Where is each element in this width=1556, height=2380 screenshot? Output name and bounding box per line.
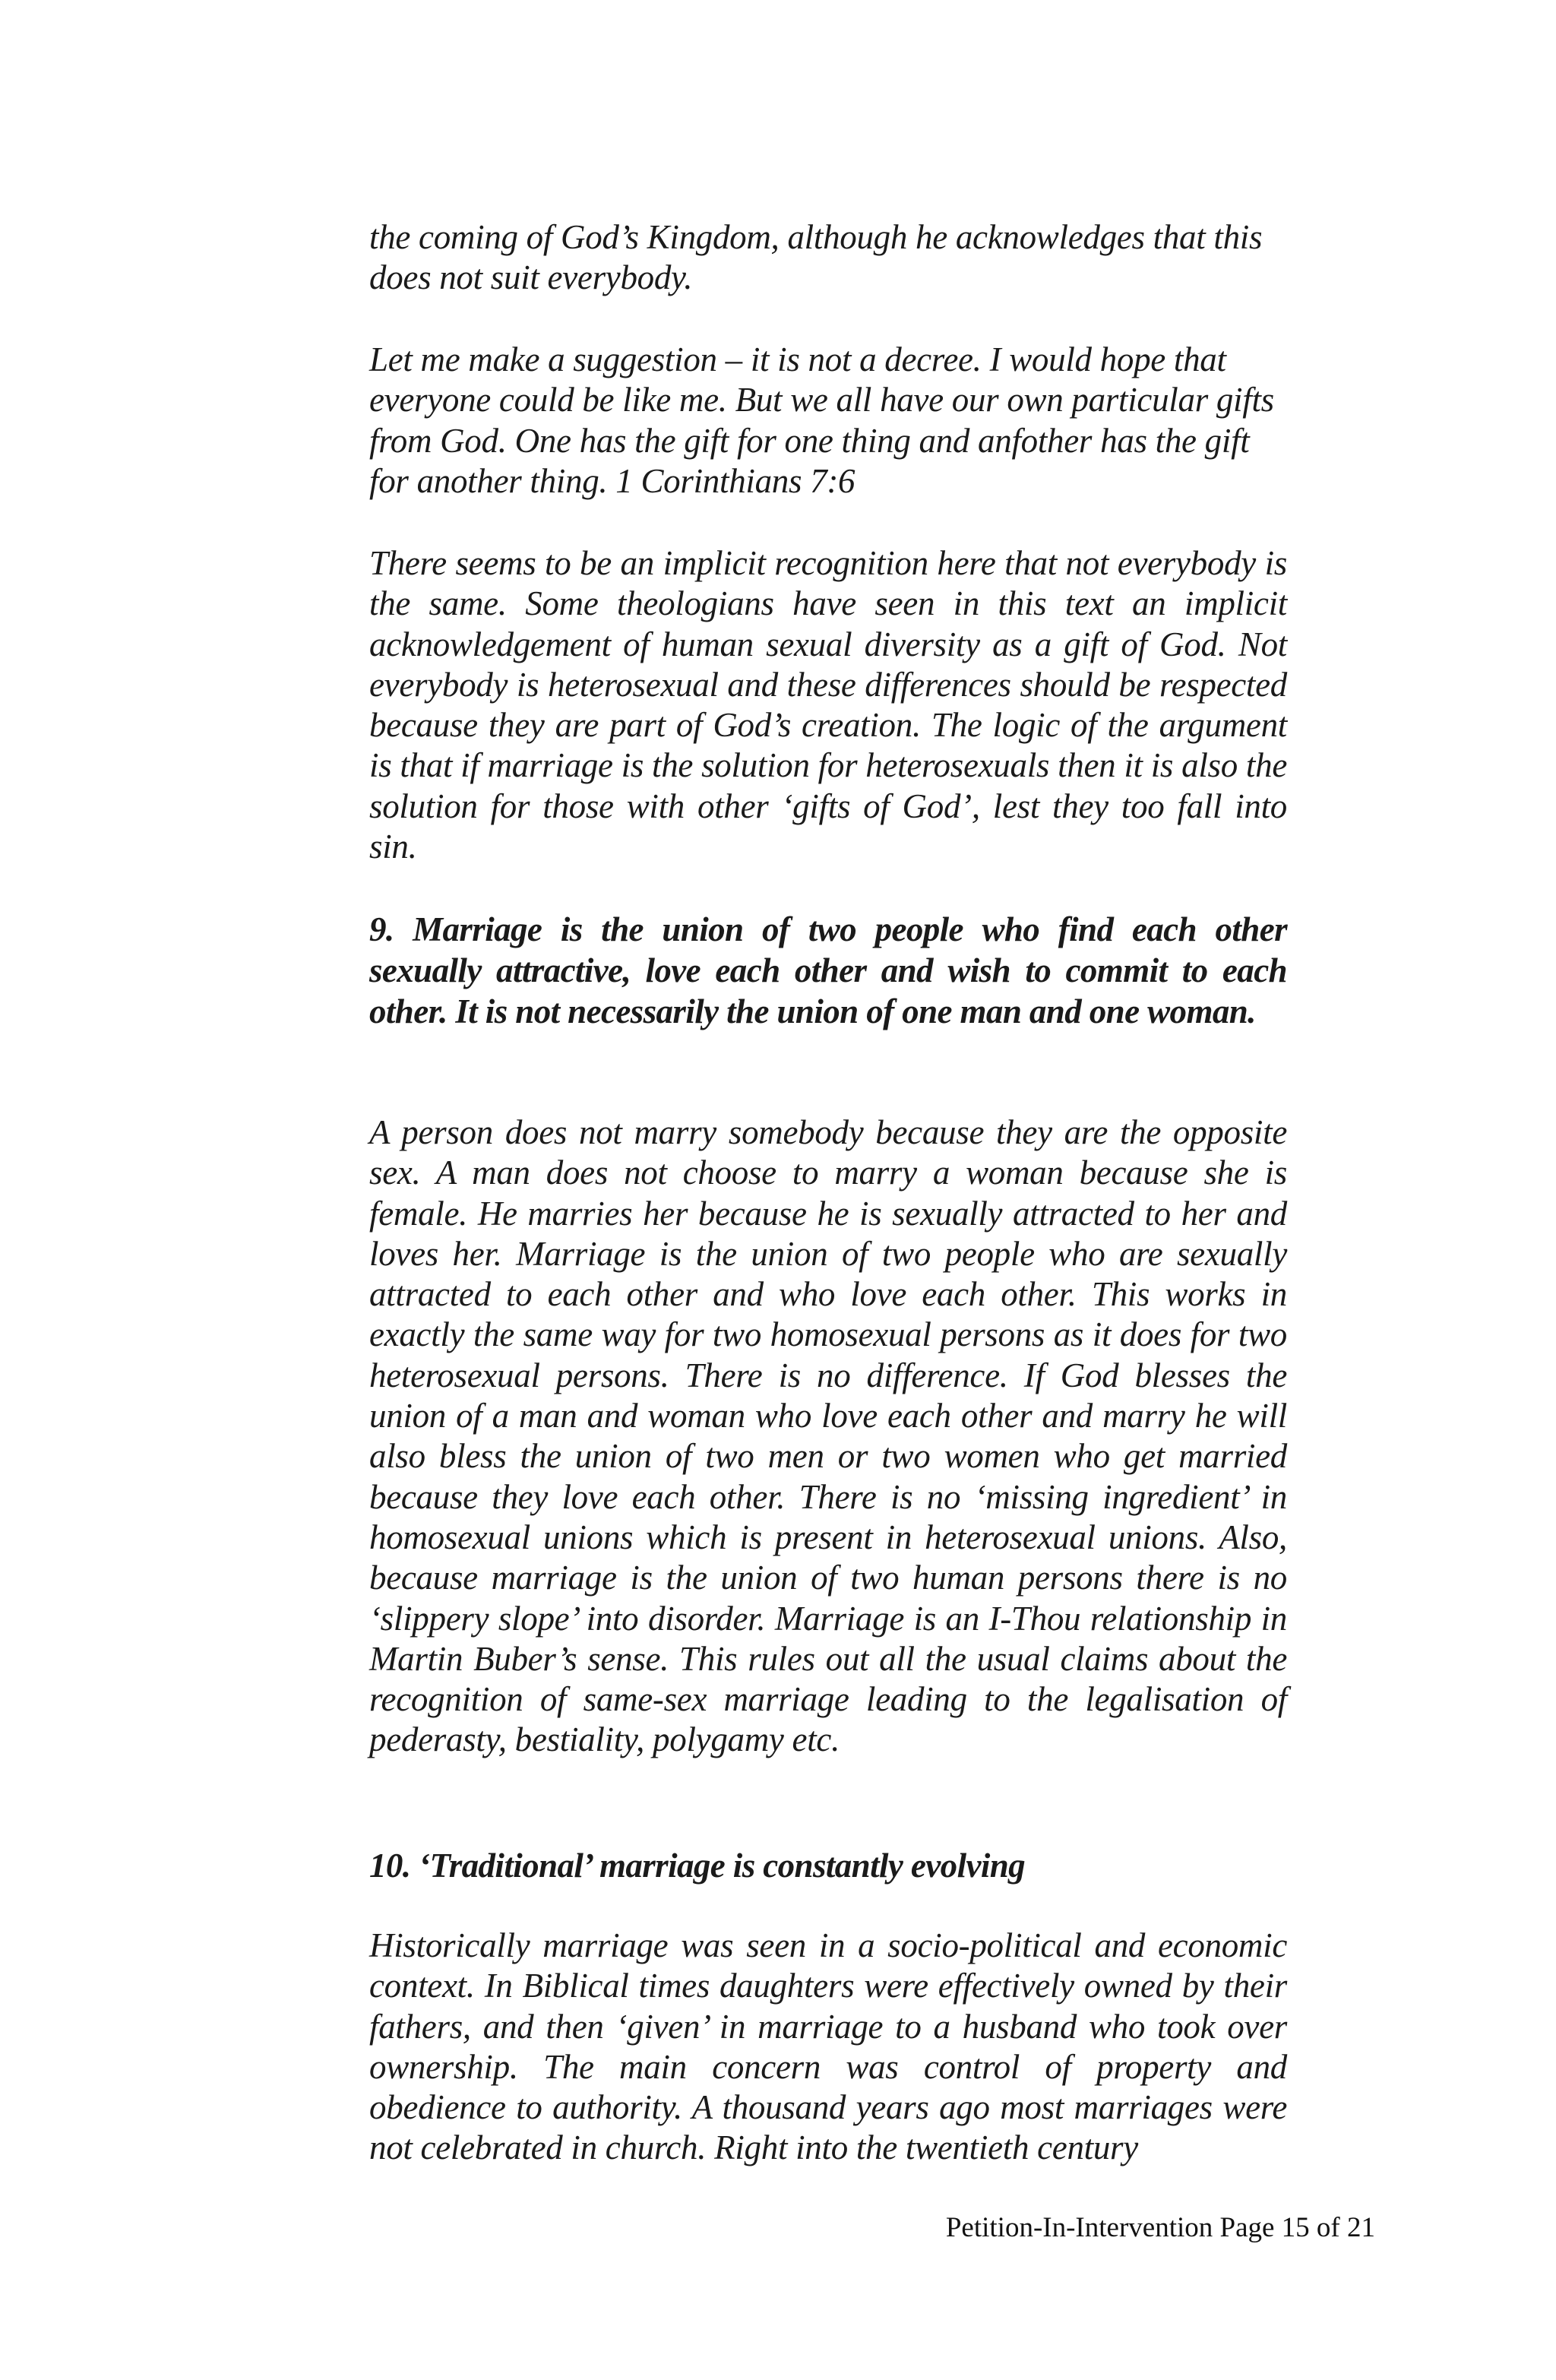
paragraph-scripture-quote: Let me make a suggestion – it is not a decree. I would hope that everyone could be like me. But we all have our own particular gifts from God. One has the gift for one thing and anfother has the gift for another thing. 1 Corinthians 7:6 — [369, 340, 1274, 500]
paragraph-continuation: the coming of God’s Kingdom, although he acknowledges that this does not suit everybody. — [369, 218, 1263, 297]
section-heading-10: 10. ‘Traditional’ marriage is constantly evolving — [369, 1847, 1026, 1885]
paragraph-marriage-union: A person does not marry somebody because they are the opposite sex. A man does not choose to marry a woman because she is female. He marries her because he is sexually attracted to her and loves her. Marriage is the union of two people who are sexually attracted to each other and who love each other. This works in exactly the same way for two homosexual persons as it does for two heterosexual persons. There is no difference. If God blesses the union of a man and woman who love each other and marry he will also bless the union of two men or two women who get married because they love each other. There is no ‘missing ingredient’ in homosexual unions which is present in heterosexual unions. Also, because marriage is the union of two human persons there is no ‘slippery slope’ into disorder. Marriage is an I-Thou relationship in Martin Buber’s sense. This rules out all the usual claims about the recognition of same-sex marriage leading to the legalisation of pederasty, bestiality, polygamy etc. — [369, 1113, 1287, 1759]
paragraph-implicit-recognition: There seems to be an implicit recognition here that not everybody is the same. Some theologians have seen in this text an implicit acknowledgement of human sexual diversity as a gift of God. Not everybody is heterosexual and these differences should be respected because they are part of God’s creation. The logic of the argument is that if marriage is the solution for heterosexuals then it is also the solution for those with other ‘gifts of God’, lest they too fall into sin. — [369, 544, 1287, 866]
paragraph-historical-marriage: Historically marriage was seen in a socio-political and economic context. In Biblical times daughters were effectively owned by their fathers, and then ‘given’ in marriage to a husband who took over ownership. The main concern was control of property and obedience to authority. A thousand years ago most marriages were not celebrated in church. Right into the twentieth century — [369, 1926, 1287, 2167]
page-footer: Petition-In-Intervention Page 15 of 21 — [945, 2212, 1375, 2243]
section-heading-9: 9. Marriage is the union of two people who find each other sexually attractive, love each other and wish to commit to each other. It is not necessarily the union of one man and one woman. — [369, 910, 1287, 1030]
